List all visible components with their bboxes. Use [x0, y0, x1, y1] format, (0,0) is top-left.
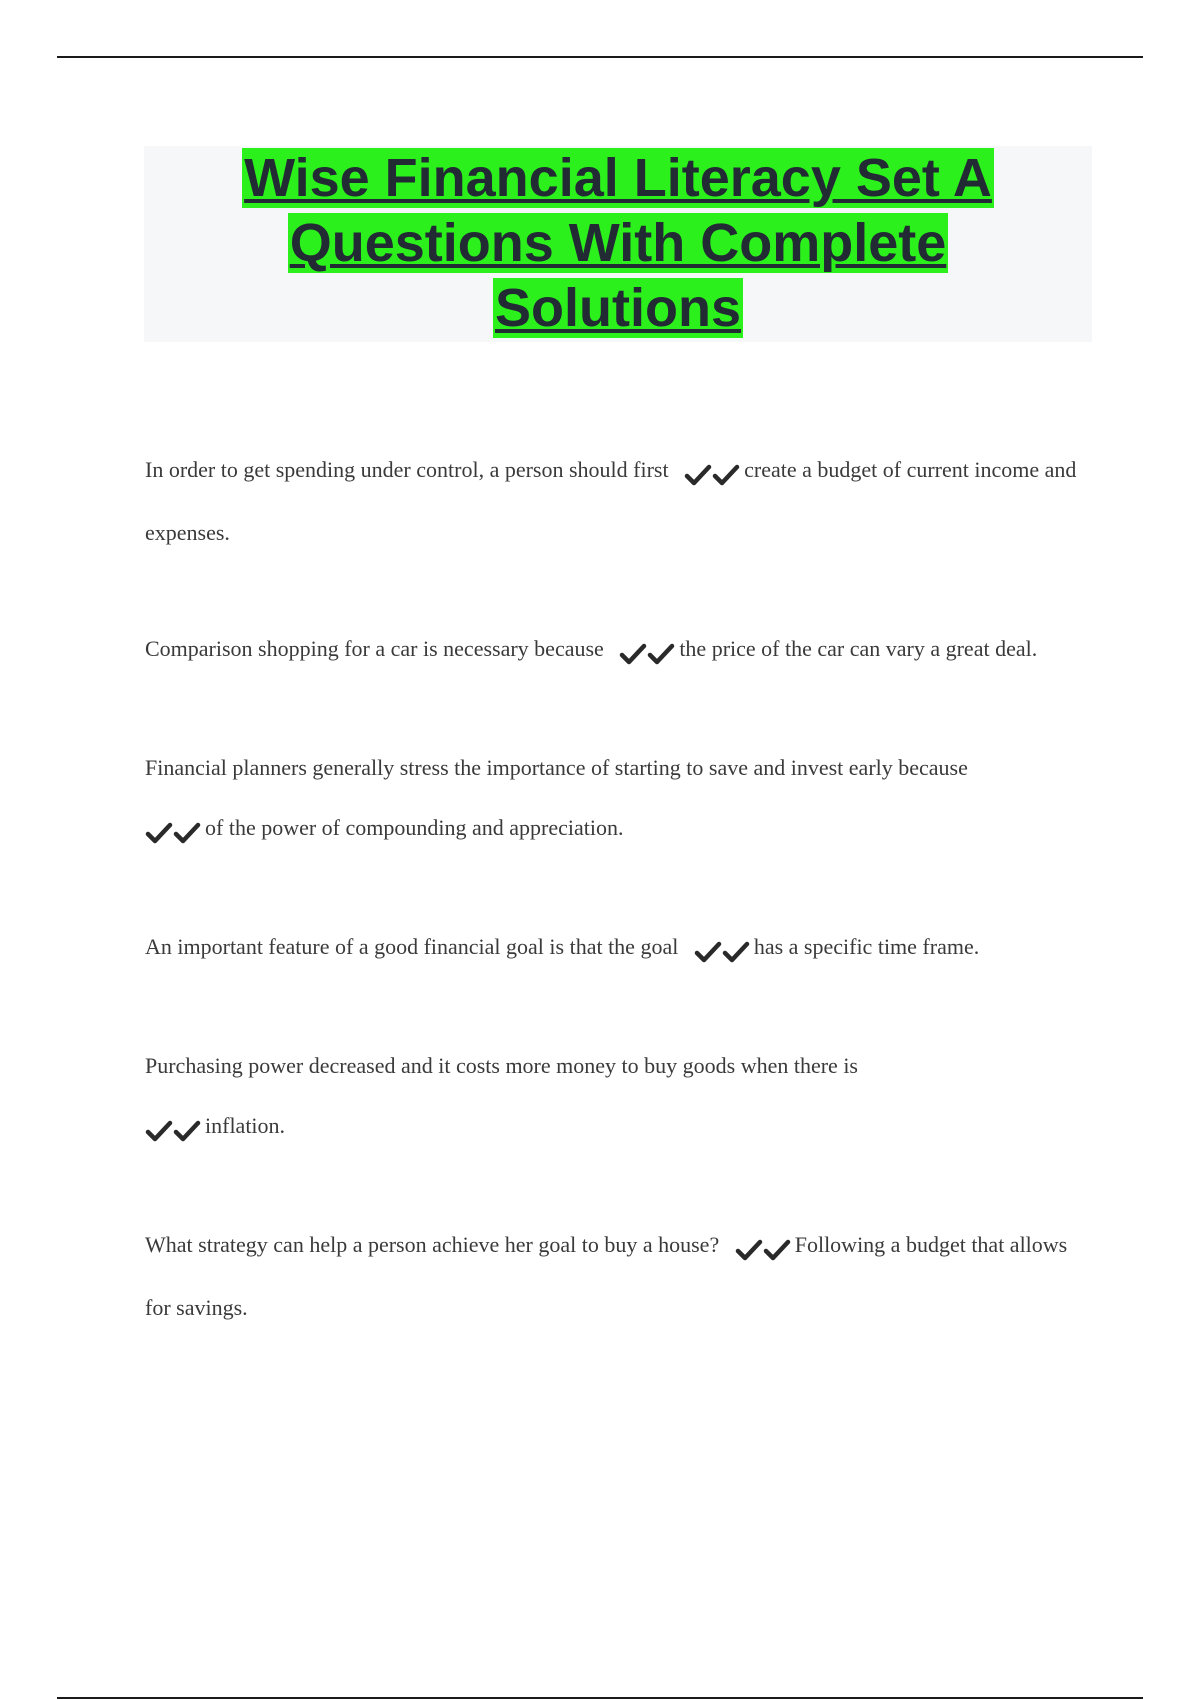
check-icon	[722, 941, 750, 963]
qa-item-3	[145, 738, 1090, 861]
check-icon	[145, 822, 173, 844]
check-icon	[647, 643, 675, 665]
question-text: Comparison shopping for a car is necessary because	[145, 636, 604, 661]
check-icon	[619, 643, 647, 665]
title-line-3: Solutions	[495, 278, 741, 338]
answer-text: inflation.	[205, 1113, 286, 1138]
question-text: Purchasing power decreased and it costs more money to buy goods when there is	[145, 1053, 858, 1078]
check-icon-pair	[694, 920, 750, 980]
check-icon-pair	[735, 1218, 791, 1278]
check-icon	[684, 464, 712, 486]
qa-item-1	[145, 440, 1090, 563]
bottom-rule	[57, 1697, 1143, 1699]
check-icon	[173, 1120, 201, 1142]
check-icon	[694, 941, 722, 963]
check-icon-pair	[145, 801, 201, 861]
check-icon	[735, 1239, 763, 1261]
qa-item-2	[145, 619, 1090, 682]
check-icon	[173, 822, 201, 844]
check-icon	[145, 1120, 173, 1142]
top-rule	[57, 56, 1143, 58]
question-text: What strategy can help a person achieve her goal to buy a house?	[145, 1232, 720, 1257]
check-icon-pair	[684, 443, 740, 503]
check-icon	[712, 464, 740, 486]
qa-item-6	[145, 1215, 1090, 1338]
answer-text: create a budget of current income and expenses.	[145, 457, 1077, 545]
check-icon-pair	[145, 1099, 201, 1159]
title-block	[144, 146, 1092, 342]
qa-item-4	[145, 917, 1090, 980]
qa-item-5	[145, 1036, 1090, 1159]
question-text: Financial planners generally stress the importance of starting to save and invest early because	[145, 755, 968, 780]
check-icon	[763, 1239, 791, 1261]
answer-text: the price of the car can vary a great deal.	[679, 636, 1038, 661]
title-line-2: Questions With Complete	[289, 213, 947, 273]
answer-text: Following a budget that allows for savings.	[145, 1232, 1068, 1320]
check-icon-pair	[619, 622, 675, 682]
answer-text: has a specific time frame.	[753, 934, 980, 959]
answer-text: of the power of compounding and appreciation.	[205, 815, 624, 840]
page-title	[144, 146, 1092, 341]
qa-list	[145, 440, 1090, 1338]
question-text: An important feature of a good financial goal is that the goal	[145, 934, 679, 959]
title-line-1: Wise Financial Literacy Set A	[244, 148, 992, 208]
question-text: In order to get spending under control, a person should first	[145, 457, 669, 482]
